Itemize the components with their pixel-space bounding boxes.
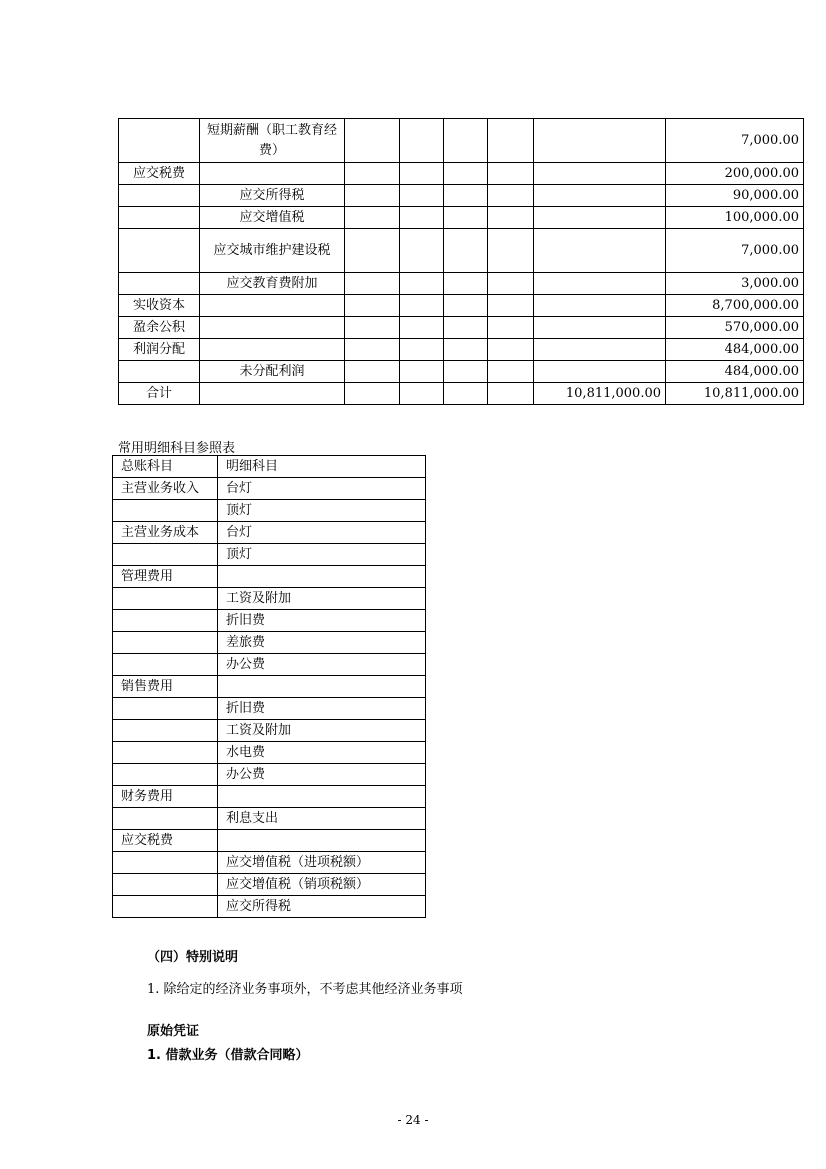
general-account-cell — [113, 874, 218, 896]
detail-account-cell: 利息支出 — [218, 808, 426, 830]
table-row — [113, 478, 426, 500]
account-cell — [119, 273, 200, 295]
empty-cell — [444, 163, 488, 185]
empty-cell — [488, 273, 534, 295]
empty-cell — [400, 119, 444, 163]
empty-cell — [444, 229, 488, 273]
detail-account-cell: 工资及附加 — [218, 720, 426, 742]
detail-account-cell: 顶灯 — [218, 544, 426, 566]
table-row — [119, 273, 804, 295]
table-row — [113, 588, 426, 610]
sub-account-cell: 应交所得税 — [200, 185, 345, 207]
empty-cell — [345, 361, 400, 383]
credit-cell: 100,000.00 — [666, 207, 804, 229]
detail-account-cell: 顶灯 — [218, 500, 426, 522]
sub-account-cell: 应交教育费附加 — [200, 273, 345, 295]
table-row — [113, 610, 426, 632]
table-row — [113, 720, 426, 742]
detail-account-cell: 台灯 — [218, 522, 426, 544]
empty-cell — [444, 339, 488, 361]
empty-cell — [488, 361, 534, 383]
table-row — [113, 896, 426, 918]
table-row — [119, 163, 804, 185]
credit-cell: 200,000.00 — [666, 163, 804, 185]
general-account-cell — [113, 610, 218, 632]
general-account-cell — [113, 544, 218, 566]
empty-cell — [400, 229, 444, 273]
table-row — [119, 383, 804, 405]
empty-cell — [444, 207, 488, 229]
general-account-cell: 应交税费 — [113, 830, 218, 852]
empty-cell — [488, 185, 534, 207]
empty-cell — [400, 295, 444, 317]
general-account-cell — [113, 588, 218, 610]
empty-cell — [488, 119, 534, 163]
detail-account-cell — [218, 830, 426, 852]
empty-cell — [345, 317, 400, 339]
empty-cell — [345, 339, 400, 361]
detail-account-cell — [218, 786, 426, 808]
sub-account-cell — [200, 317, 345, 339]
general-account-cell: 管理费用 — [113, 566, 218, 588]
general-account-cell: 主营业务收入 — [113, 478, 218, 500]
page-number: - 24 - — [397, 1113, 429, 1127]
general-account-cell — [113, 742, 218, 764]
empty-cell — [444, 383, 488, 405]
empty-cell — [444, 273, 488, 295]
credit-cell: 484,000.00 — [666, 339, 804, 361]
debit-cell — [534, 119, 666, 163]
empty-cell — [345, 383, 400, 405]
table-row — [113, 764, 426, 786]
empty-cell — [400, 207, 444, 229]
debit-cell — [534, 273, 666, 295]
empty-cell — [444, 361, 488, 383]
table-row — [119, 229, 804, 273]
general-account-cell — [113, 808, 218, 830]
detail-account-cell: 工资及附加 — [218, 588, 426, 610]
empty-cell — [345, 229, 400, 273]
table-row — [113, 830, 426, 852]
detail-account-cell — [218, 566, 426, 588]
account-cell — [119, 361, 200, 383]
credit-cell: 3,000.00 — [666, 273, 804, 295]
detail-account-cell: 应交增值税（销项税额） — [218, 874, 426, 896]
table-row — [113, 522, 426, 544]
empty-cell — [444, 119, 488, 163]
empty-cell — [400, 185, 444, 207]
credit-cell: 484,000.00 — [666, 361, 804, 383]
empty-cell — [345, 163, 400, 185]
debit-cell — [534, 295, 666, 317]
general-account-cell — [113, 654, 218, 676]
debit-cell: 10,811,000.00 — [534, 383, 666, 405]
empty-cell — [400, 361, 444, 383]
empty-cell — [345, 185, 400, 207]
reference-table-header — [113, 456, 426, 478]
table-row — [113, 632, 426, 654]
empty-cell — [488, 163, 534, 185]
general-account-cell — [113, 896, 218, 918]
general-account-cell: 销售费用 — [113, 676, 218, 698]
debit-cell — [534, 207, 666, 229]
sub-account-cell — [200, 295, 345, 317]
table-row — [113, 544, 426, 566]
general-account-cell: 主营业务成本 — [113, 522, 218, 544]
detail-account-cell: 台灯 — [218, 478, 426, 500]
empty-cell — [345, 119, 400, 163]
sub-account-cell: 应交增值税 — [200, 207, 345, 229]
account-cell: 应交税费 — [119, 163, 200, 185]
account-cell — [119, 119, 200, 163]
header-general-account: 总账科目 — [113, 456, 218, 478]
table-row — [119, 119, 804, 163]
reference-table — [112, 455, 426, 918]
table-row — [113, 676, 426, 698]
detail-account-cell: 应交所得税 — [218, 896, 426, 918]
empty-cell — [488, 339, 534, 361]
table-row — [119, 207, 804, 229]
credit-cell: 8,700,000.00 — [666, 295, 804, 317]
account-cell — [119, 229, 200, 273]
loan-business-heading: 1. 借款业务（借款合同略） — [147, 1048, 309, 1063]
account-cell: 实收资本 — [119, 295, 200, 317]
detail-account-cell: 折旧费 — [218, 610, 426, 632]
general-account-cell — [113, 764, 218, 786]
account-cell: 盈余公积 — [119, 317, 200, 339]
account-cell: 合计 — [119, 383, 200, 405]
empty-cell — [488, 317, 534, 339]
table-row — [113, 852, 426, 874]
table-row — [119, 339, 804, 361]
empty-cell — [488, 207, 534, 229]
general-account-cell — [113, 852, 218, 874]
detail-account-cell: 差旅费 — [218, 632, 426, 654]
general-account-cell — [113, 720, 218, 742]
empty-cell — [345, 295, 400, 317]
sub-account-cell: 未分配利润 — [200, 361, 345, 383]
account-cell — [119, 207, 200, 229]
empty-cell — [444, 317, 488, 339]
empty-cell — [488, 383, 534, 405]
table-row — [113, 786, 426, 808]
account-cell — [119, 185, 200, 207]
empty-cell — [400, 163, 444, 185]
account-cell: 利润分配 — [119, 339, 200, 361]
detail-account-cell: 应交增值税（进项税额） — [218, 852, 426, 874]
detail-account-cell — [218, 676, 426, 698]
empty-cell — [345, 207, 400, 229]
empty-cell — [488, 229, 534, 273]
empty-cell — [400, 383, 444, 405]
credit-cell: 7,000.00 — [666, 229, 804, 273]
empty-cell — [488, 295, 534, 317]
table-row — [119, 317, 804, 339]
debit-cell — [534, 185, 666, 207]
sub-account-cell — [200, 339, 345, 361]
debit-cell — [534, 229, 666, 273]
header-detail-account: 明细科目 — [218, 456, 426, 478]
table-row — [113, 654, 426, 676]
table-row — [113, 874, 426, 896]
empty-cell — [400, 339, 444, 361]
table-row — [113, 808, 426, 830]
table-row — [113, 500, 426, 522]
debit-cell — [534, 339, 666, 361]
table-row — [119, 295, 804, 317]
sub-account-cell — [200, 163, 345, 185]
debit-cell — [534, 361, 666, 383]
table-row — [119, 361, 804, 383]
detail-account-cell: 折旧费 — [218, 698, 426, 720]
empty-cell — [345, 273, 400, 295]
special-note-heading: （四）特别说明 — [147, 950, 239, 965]
table-row — [113, 698, 426, 720]
empty-cell — [444, 185, 488, 207]
credit-cell: 570,000.00 — [666, 317, 804, 339]
detail-account-cell: 水电费 — [218, 742, 426, 764]
credit-cell: 90,000.00 — [666, 185, 804, 207]
debit-cell — [534, 317, 666, 339]
table-row — [113, 566, 426, 588]
general-account-cell — [113, 698, 218, 720]
balance-sheet-table — [118, 118, 804, 405]
detail-account-cell: 办公费 — [218, 654, 426, 676]
detail-account-cell: 办公费 — [218, 764, 426, 786]
empty-cell — [444, 295, 488, 317]
special-note-item: 1. 除给定的经济业务事项外，不考虑其他经济业务事项 — [147, 982, 463, 997]
sub-account-cell: 应交城市维护建设税 — [200, 229, 345, 273]
empty-cell — [400, 273, 444, 295]
sub-account-cell — [200, 383, 345, 405]
table-row — [113, 742, 426, 764]
table-row — [119, 185, 804, 207]
debit-cell — [534, 163, 666, 185]
general-account-cell — [113, 500, 218, 522]
credit-cell: 10,811,000.00 — [666, 383, 804, 405]
general-account-cell — [113, 632, 218, 654]
sub-account-cell: 短期薪酬（职工教育经费） — [200, 119, 345, 163]
original-vouchers-heading: 原始凭证 — [147, 1024, 200, 1039]
reference-table-caption: 常用明细科目参照表 — [118, 441, 236, 456]
general-account-cell: 财务费用 — [113, 786, 218, 808]
credit-cell: 7,000.00 — [666, 119, 804, 163]
empty-cell — [400, 317, 444, 339]
